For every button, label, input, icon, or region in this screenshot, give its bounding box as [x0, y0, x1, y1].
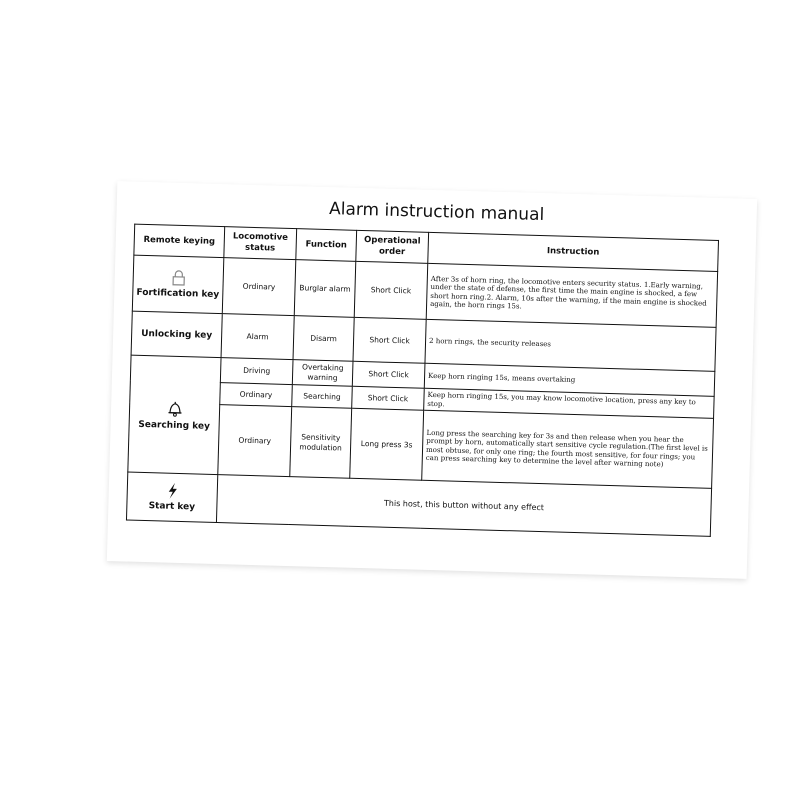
searching-key-label: Searching key: [138, 419, 211, 432]
start-key-label: Start key: [148, 501, 196, 513]
searching-ordinary-instruction: Keep horn ringing 15s, you may know locomotive location, press any key to stop.: [424, 388, 715, 418]
searching-key-cell: [128, 355, 221, 474]
alarm-instruction-table: [126, 224, 719, 537]
fortification-status: Ordinary: [222, 258, 296, 316]
start-key-cell: [126, 472, 217, 522]
header-function: Function: [296, 229, 357, 262]
searching-driving-function: Overtaking warning: [292, 360, 353, 387]
searching-sensitivity-status: Ordinary: [218, 405, 292, 477]
fortification-instruction: After 3s of horn ring, the locomotive enters security status. 1.Early warning, under the state of defense, the first time the main engine is shocked, a few short horn ring.2. Alarm, 10s after the warning, if the main engine is shocked again, the horn rings 15s.: [426, 263, 717, 327]
start-instruction: This host, this button without any effect: [216, 475, 711, 537]
searching-ordinary-order: Short Click: [352, 386, 425, 410]
lightning-icon: [166, 483, 178, 499]
unlocking-instruction: 2 horn rings, the security releases: [425, 319, 716, 371]
header-instruction: Instruction: [428, 232, 719, 271]
unlocking-function: Disarm: [293, 316, 354, 362]
unlocking-key-label: Unlocking key: [141, 328, 213, 341]
fortification-key-label: Fortification key: [136, 287, 220, 301]
unlocking-status: Alarm: [221, 314, 294, 360]
fortification-key-cell: [132, 255, 224, 313]
searching-sensitivity-instruction: Long press the searching key for 3s and then release when you hear the prompt by horn, automatically start sensitive cycle regulation.(The first level is most obtuse, for only one ring; the fourth most sensitive, for four rings; you can press searching key to determine the level after warning note): [422, 410, 714, 488]
searching-driving-instruction: Keep horn ringing 15s, means overtaking: [424, 363, 715, 396]
searching-driving-order: Short Click: [352, 361, 425, 388]
instruction-card: [107, 181, 757, 579]
unlocking-key-cell: [131, 311, 222, 357]
page-title: Alarm instruction manual: [328, 199, 545, 226]
bell-icon: [165, 399, 183, 417]
fortification-order: Short Click: [354, 261, 428, 319]
fortification-function: Burglar alarm: [294, 260, 356, 318]
unlocking-order: Short Click: [353, 317, 426, 363]
header-locomotive-status: Locomotive status: [224, 227, 297, 260]
searching-ordinary-function: Searching: [292, 385, 353, 409]
searching-sensitivity-function: Sensitivity modulation: [290, 407, 352, 479]
header-remote-keying: Remote keying: [134, 224, 225, 258]
searching-ordinary-status: Ordinary: [220, 383, 293, 407]
searching-driving-status: Driving: [220, 358, 293, 385]
header-operational-order: Operational order: [356, 230, 429, 263]
searching-sensitivity-order: Long press 3s: [350, 408, 424, 480]
padlock-icon: [171, 270, 185, 286]
